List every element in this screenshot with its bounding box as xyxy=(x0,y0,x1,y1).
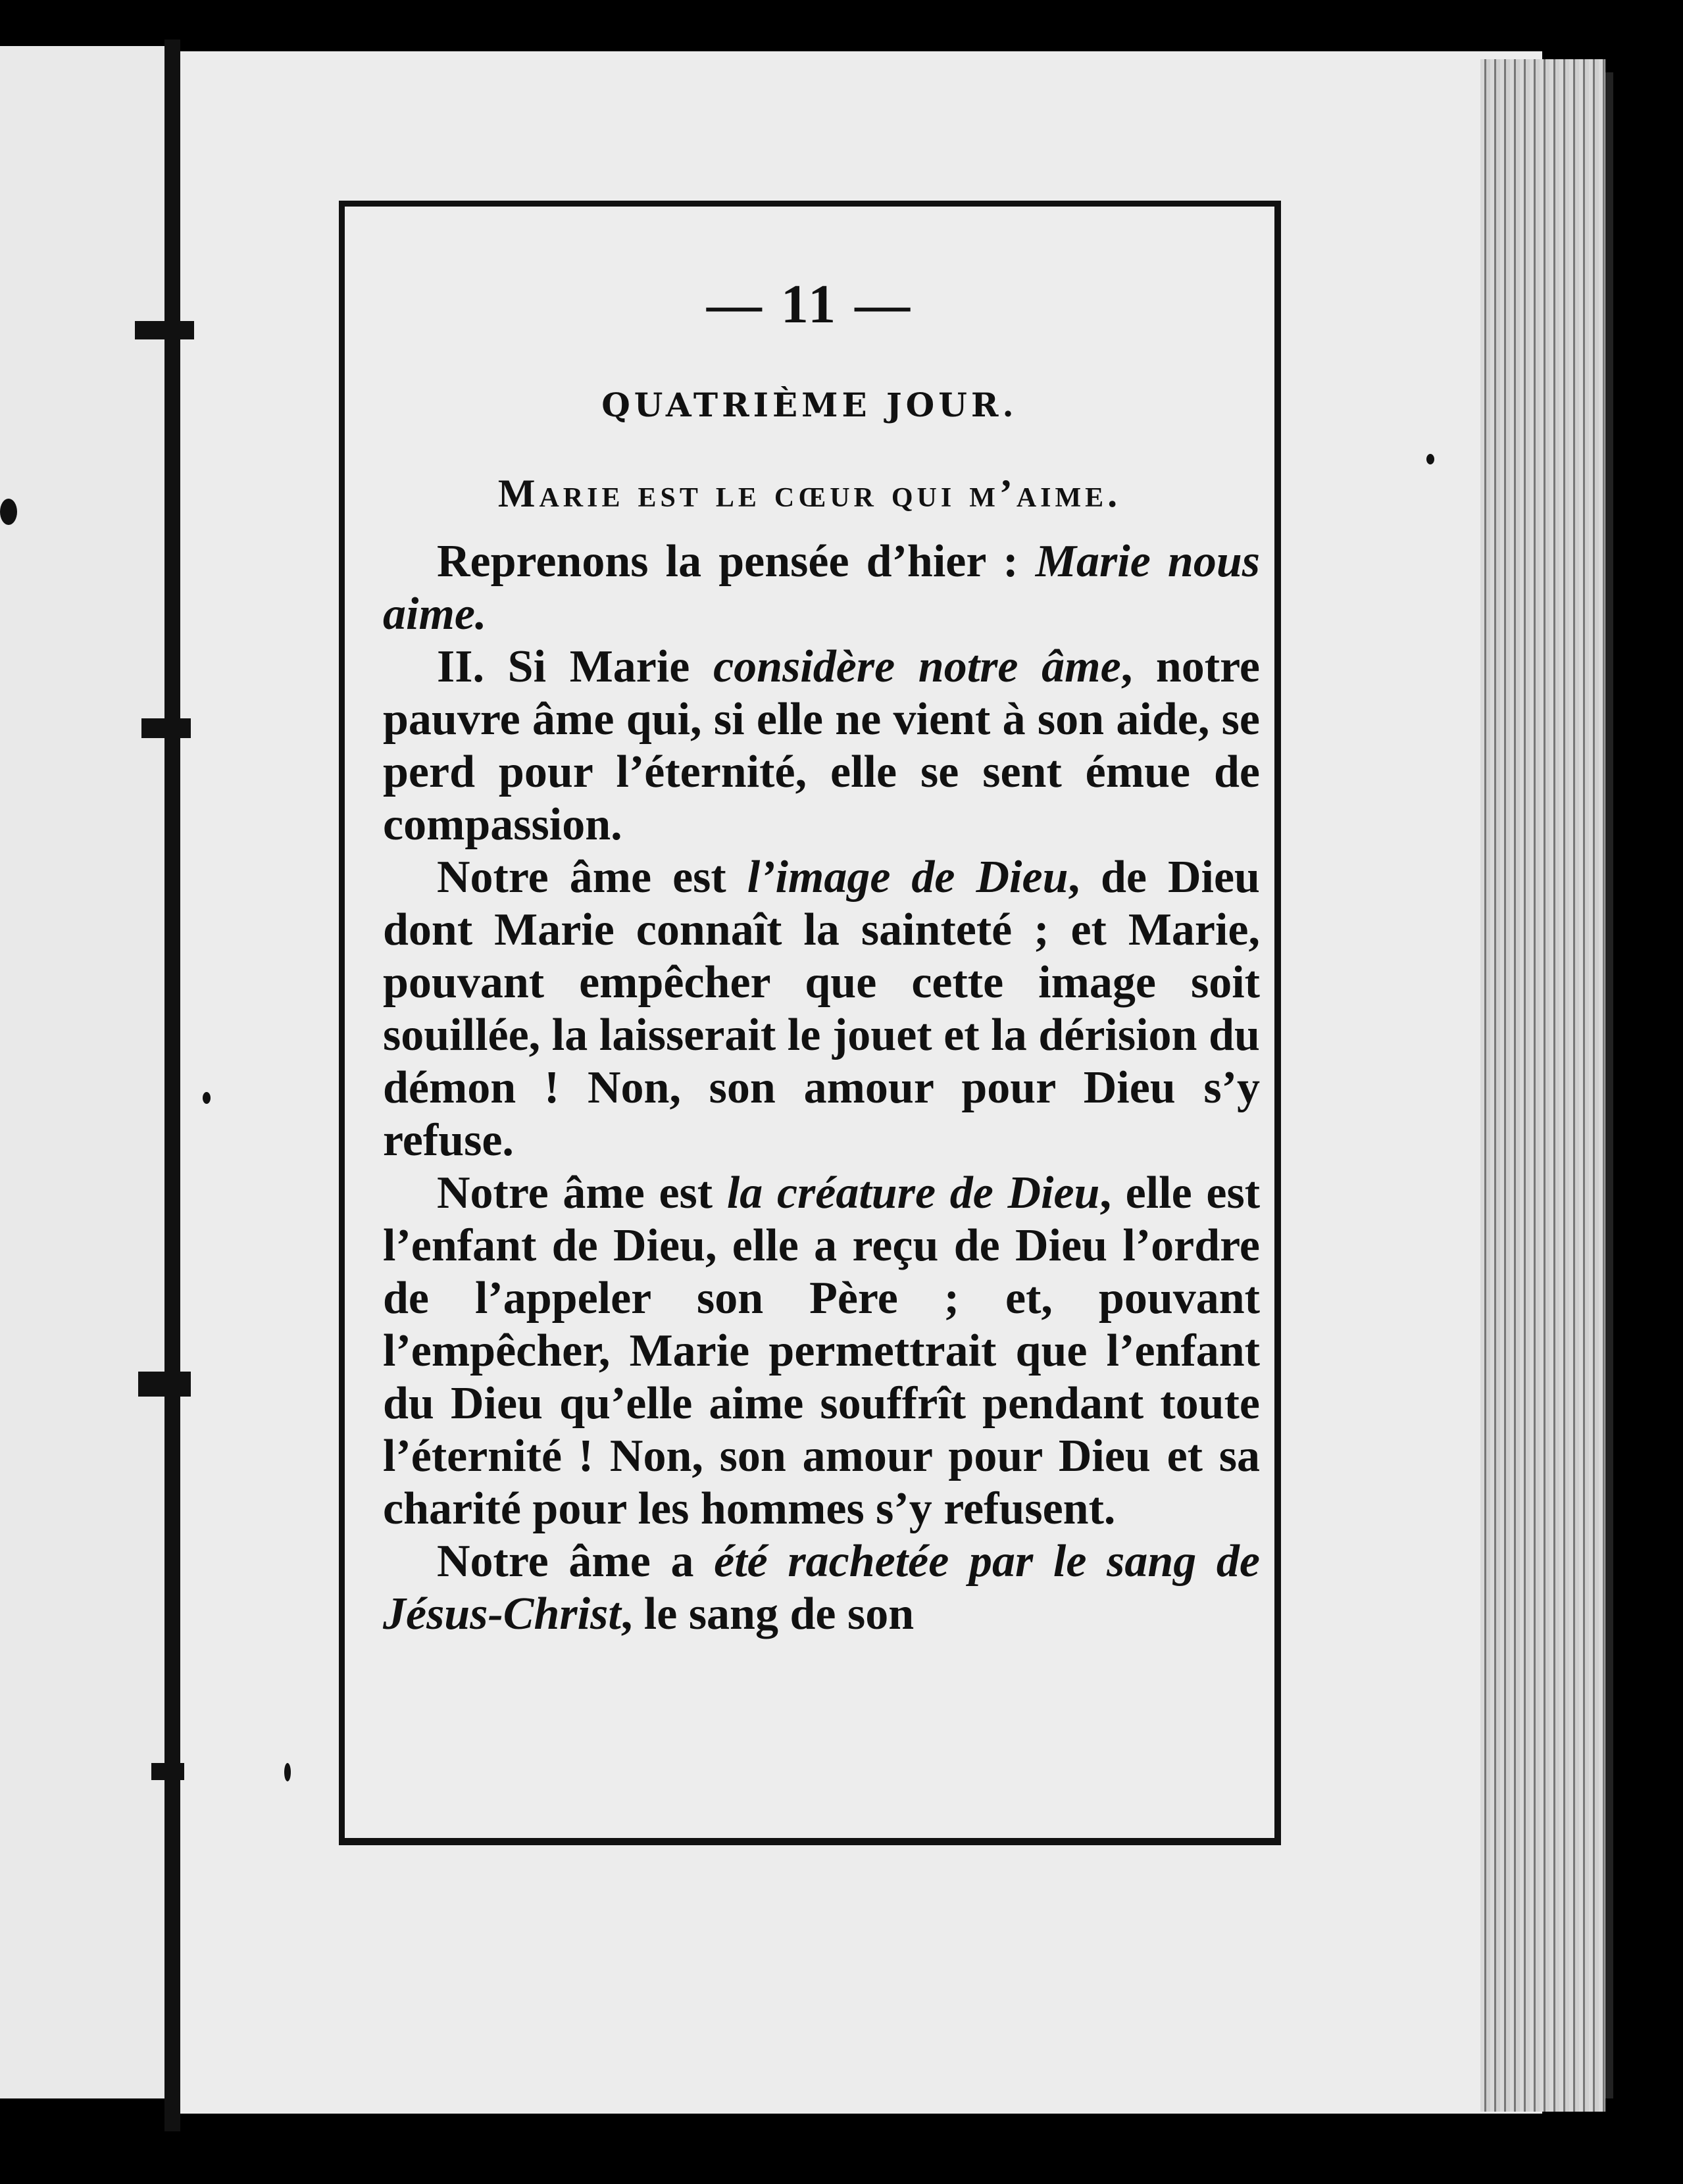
scan-speck xyxy=(1426,454,1434,464)
book-spine xyxy=(164,39,180,2131)
binding-stitch xyxy=(138,1372,191,1397)
paragraph-text: Reprenons la pensée d’hier : xyxy=(437,536,1036,587)
section-subtitle: Marie est le cœur qui m’aime. xyxy=(497,472,1122,515)
page-stack-edges xyxy=(1480,59,1605,2112)
scan-speck xyxy=(0,499,17,525)
paragraph-text: Notre âme est xyxy=(437,1168,727,1218)
paragraph-text: Notre âme a xyxy=(437,1536,715,1587)
emphasis-text: été rachetée par le sang de Jésus-Christ xyxy=(383,1536,1260,1639)
left-page-edge xyxy=(0,46,164,2098)
paragraph-text: , de Dieu dont Marie connaît la sainteté ; et Marie, pouvant empêcher que cette image soit souillée, la laisserait le jouet et la dérision du démon ! Non, son amour pour Dieu s’y refuse. xyxy=(383,852,1260,1166)
emphasis-text: considère notre âme xyxy=(713,641,1121,692)
paragraph xyxy=(383,851,1260,1167)
scan-speck xyxy=(284,1763,291,1781)
paragraph-text: Notre âme est xyxy=(437,852,747,903)
binding-stitch xyxy=(151,1763,184,1780)
day-heading: QUATRIÈME JOUR. xyxy=(601,385,1018,424)
paragraph xyxy=(383,1167,1260,1535)
paragraph-text: , elle est l’enfant de Dieu, elle a reçu de Dieu l’ordre de l’appeler son Père ; et, pouvant l’empêcher, Marie permettrait que l’enfant du Dieu qu’elle aime souffrît pendant toute l’éternité ! Non, son amour pour Dieu et sa charité pour les hommes s’y refusent. xyxy=(383,1168,1260,1534)
page-number: — 11 — xyxy=(706,274,913,335)
binding-stitch xyxy=(135,321,194,339)
emphasis-text: Marie nous aime. xyxy=(383,536,1261,639)
body-text xyxy=(383,535,1260,1641)
emphasis-text: l’image de Dieu xyxy=(747,852,1068,903)
page-stack-shadow xyxy=(1605,72,1613,2098)
emphasis-text: la créature de Dieu xyxy=(726,1168,1100,1218)
paragraph-text: , notre pauvre âme qui, si elle ne vient à son aide, se perd pour l’éternité, elle se sent émue de compassion. xyxy=(383,641,1260,850)
scan-speck xyxy=(203,1092,211,1104)
paragraph-text: II. Si Marie xyxy=(437,641,714,692)
paragraph xyxy=(383,1535,1260,1641)
paragraph xyxy=(383,641,1260,851)
paragraph-text: , le sang de son xyxy=(620,1589,915,1639)
text-frame xyxy=(339,201,1281,1845)
binding-stitch xyxy=(141,718,191,738)
paragraph xyxy=(383,535,1260,641)
